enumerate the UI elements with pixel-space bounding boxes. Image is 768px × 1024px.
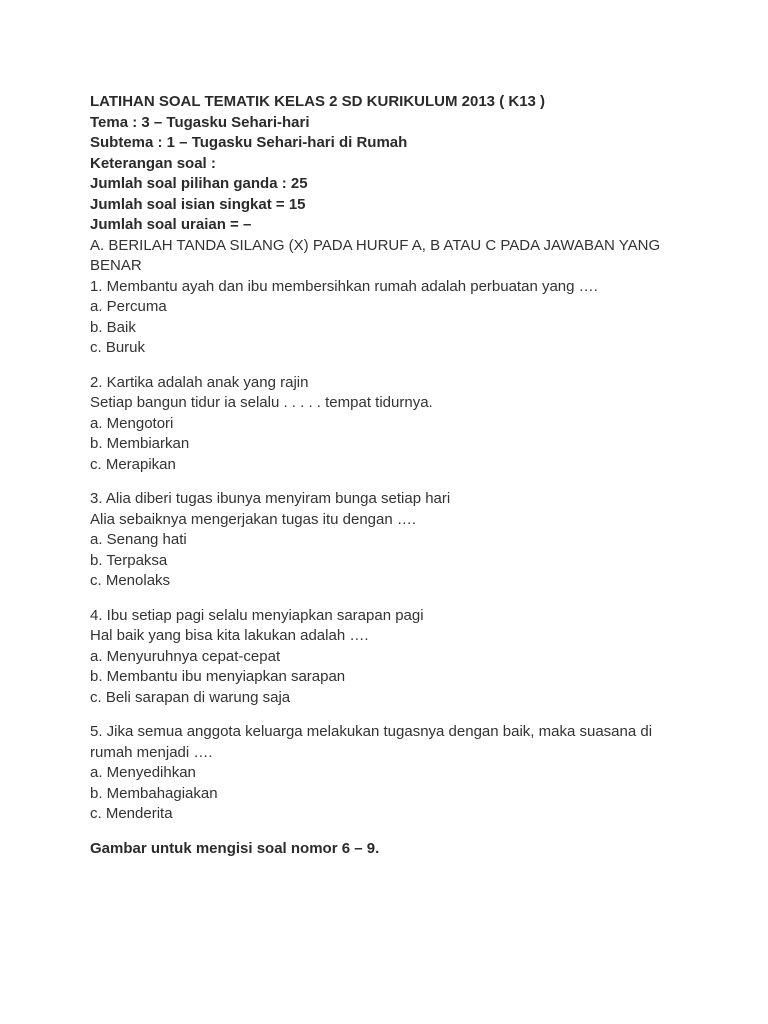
option-c: c. Buruk [90,339,146,356]
question-subtext: Setiap bangun tidur ia selalu . . . . . tempat tidurnya. [90,394,433,411]
question-text: 2. Kartika adalah anak yang rajin [90,373,309,391]
image-note: Gambar untuk mengisi soal nomor 6 – 9. [90,839,380,857]
question-4 [90,606,690,709]
question-2 [90,373,690,476]
option-c: c. Menolaks [90,572,171,589]
question-subtext: Alia sebaiknya mengerjakan tugas itu dengan …. [90,510,417,528]
option-a: a. Percuma [90,298,167,315]
section-a-instruction: A. BERILAH TANDA SILANG (X) PADA HURUF A, B ATAU C PADA JAWABAN YANG BENAR [90,236,661,274]
isian-singkat-count: Jumlah soal isian singkat = 15 [90,195,306,213]
question-1 [90,277,690,359]
option-b: b. Membiarkan [90,435,190,452]
option-c: c. Merapikan [90,455,176,473]
option-a: a. Senang hati [90,531,187,548]
option-c: c. Beli sarapan di warung saja [90,688,291,706]
question-text: 4. Ibu setiap pagi selalu menyiapkan sarapan pagi [90,606,424,624]
question-5 [90,722,690,825]
question-text: 3. Alia diberi tugas ibunya menyiram bunga setiap hari [90,490,451,507]
tema-line: Tema : 3 – Tugasku Sehari-hari [90,113,310,131]
question-3 [90,489,690,592]
option-b: b. Membahagiakan [90,784,218,802]
subtema-line: Subtema : 1 – Tugasku Sehari-hari di Rumah [90,134,408,151]
option-c: c. Menderita [90,805,173,822]
question-text: 1. Membantu ayah dan ibu membersihkan rumah adalah perbuatan yang …. [90,277,598,295]
document-page [90,92,690,859]
question-text: 5. Jika semua anggota keluarga melakukan tugasnya dengan baik, maka suasana di rumah menjadi …. [90,723,653,761]
option-a: a. Menyedihkan [90,764,196,781]
option-a: a. Mengotori [90,414,174,432]
option-b: b. Terpaksa [90,551,168,569]
option-a: a. Menyuruhnya cepat-cepat [90,647,281,665]
keterangan-line: Keterangan soal : [90,154,216,172]
option-b: b. Baik [90,318,136,336]
option-b: b. Membantu ibu menyiapkan sarapan [90,668,346,685]
question-subtext: Hal baik yang bisa kita lakukan adalah …. [90,627,369,644]
pilihan-ganda-count: Jumlah soal pilihan ganda : 25 [90,175,308,192]
uraian-count: Jumlah soal uraian = – [90,216,252,233]
document-title: LATIHAN SOAL TEMATIK KELAS 2 SD KURIKULUM 2013 ( K13 ) [90,93,546,110]
